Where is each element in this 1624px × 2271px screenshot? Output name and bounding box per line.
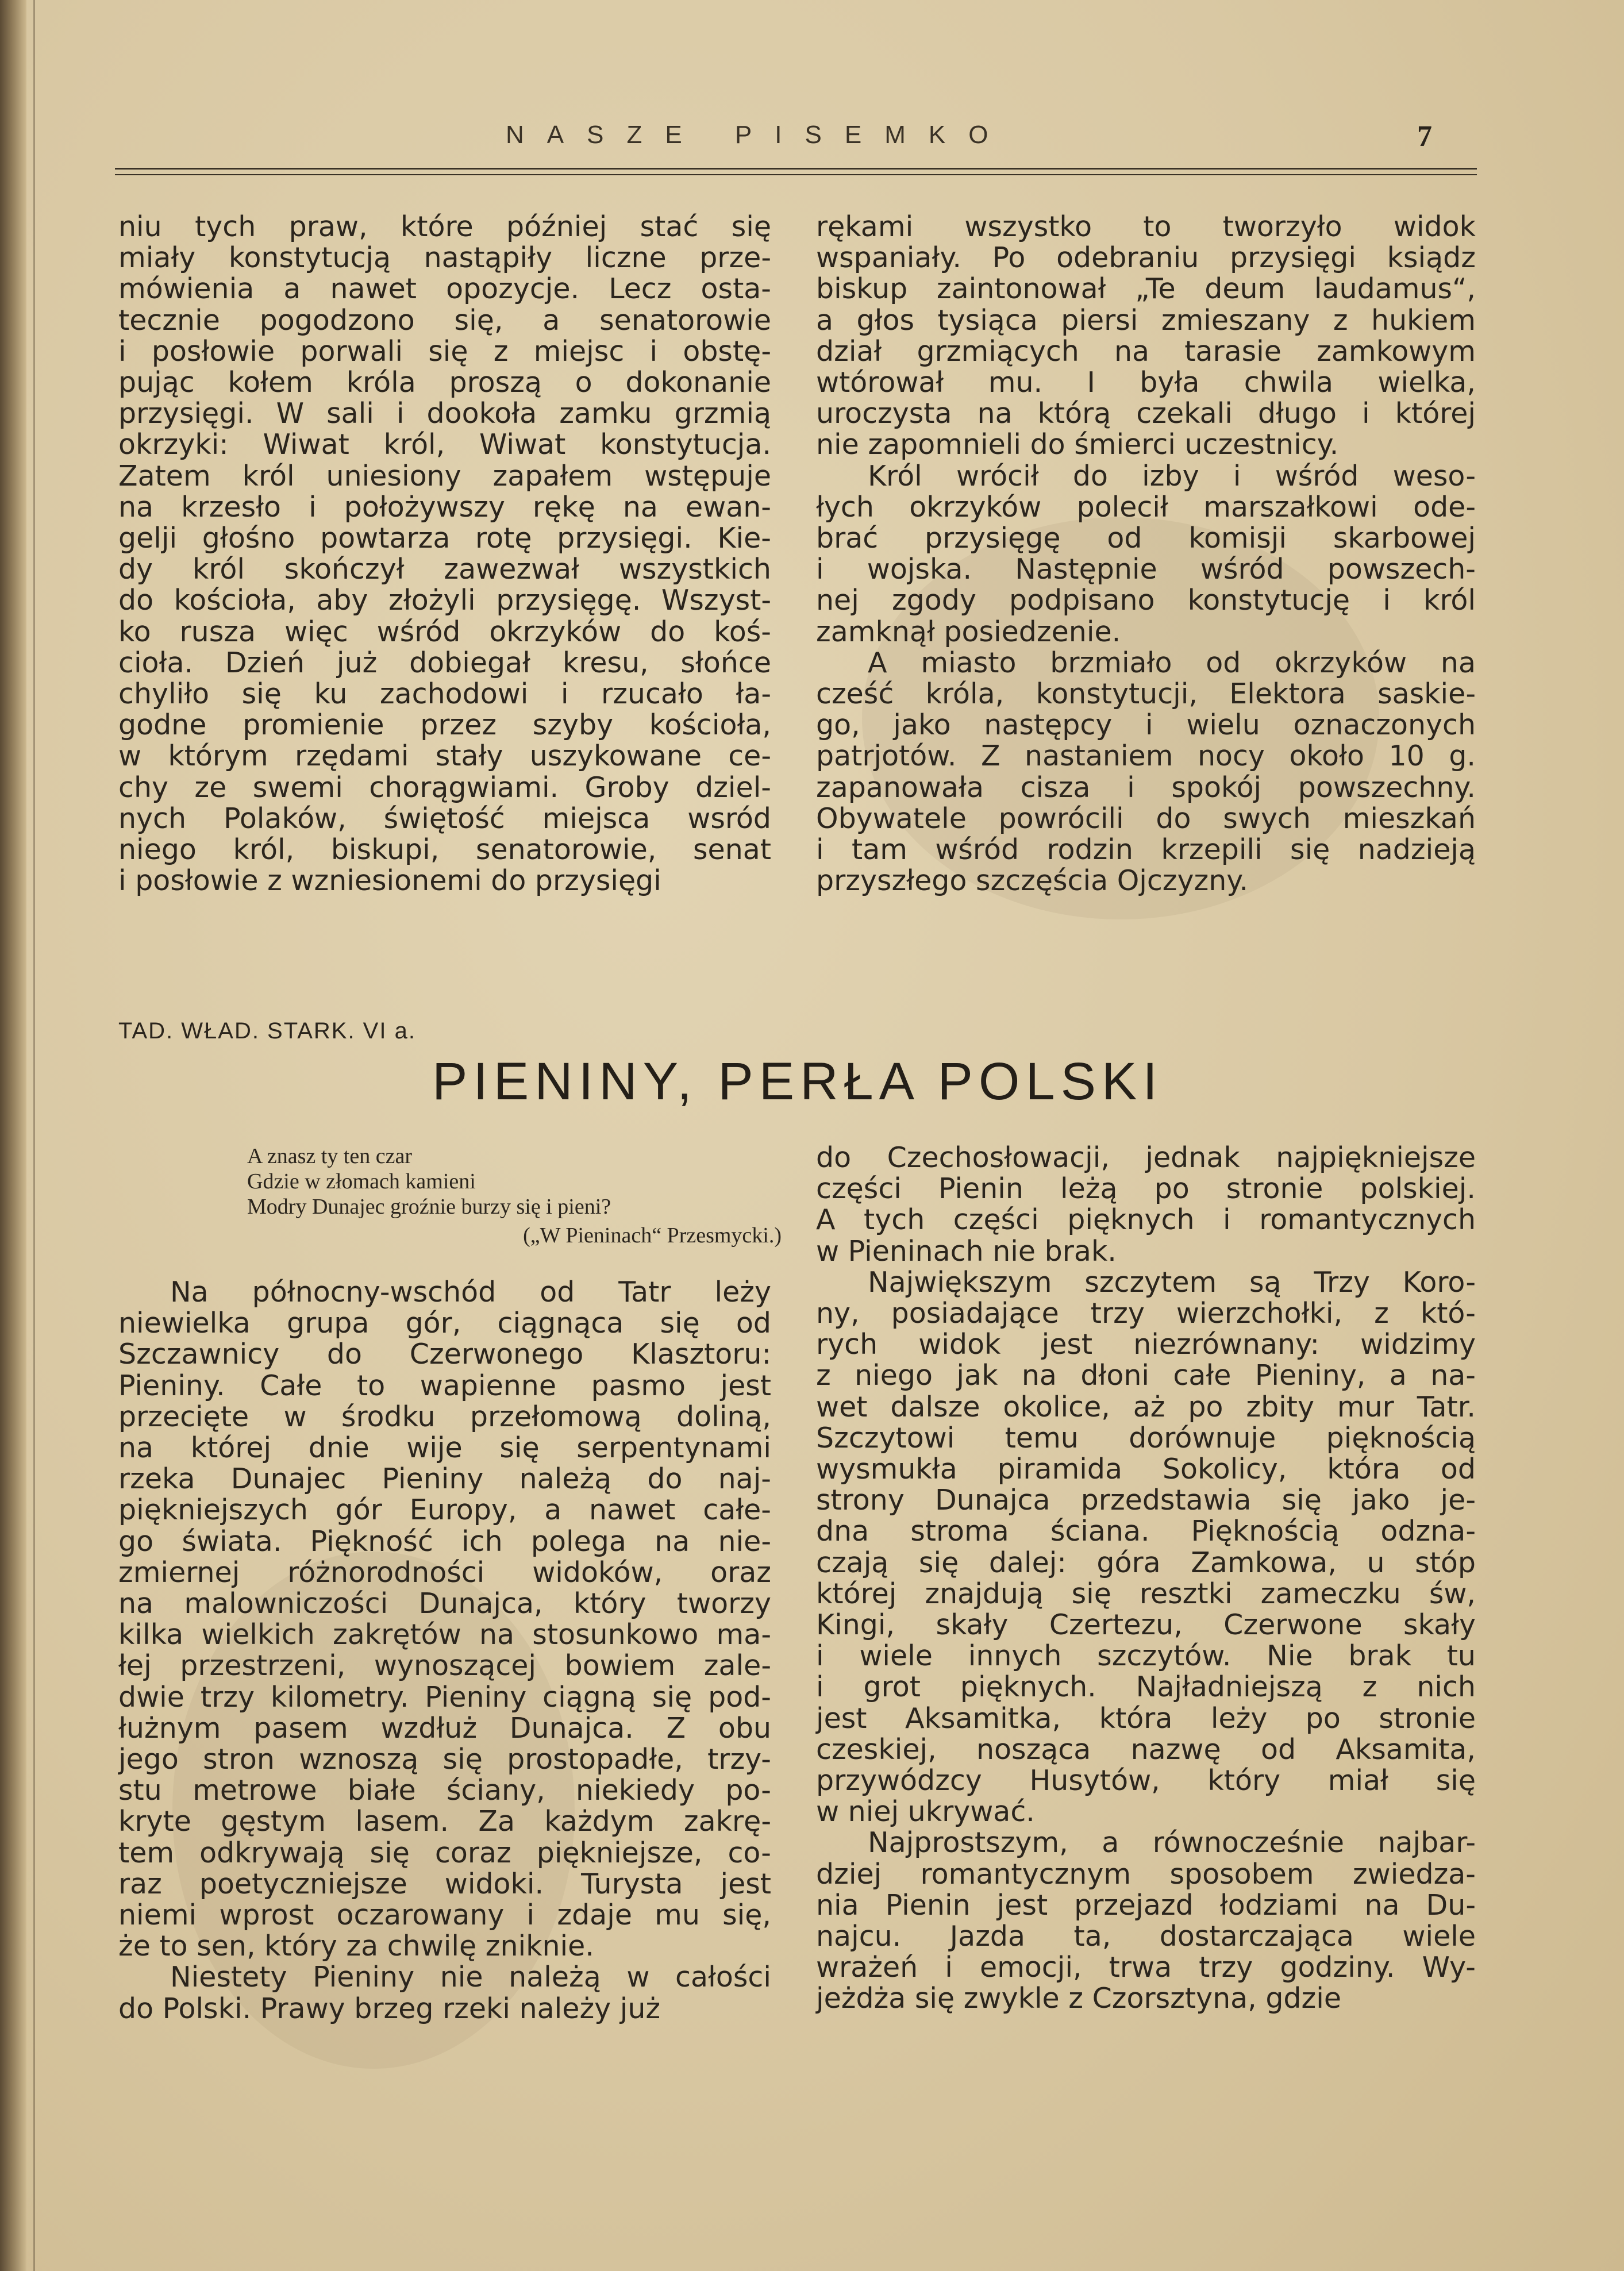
text-line: Na północny-wschód od Tatr leży xyxy=(170,1276,771,1308)
text-line: do Polski. Prawy brzeg rzeki należy już xyxy=(118,1992,661,2025)
text-line: okrzyki: Wiwat król, Wiwat konstytucja. xyxy=(118,428,771,461)
article2-col1-paragraph-2 xyxy=(118,1962,771,2024)
text-line: na malowniczości Dunajca, który tworzy xyxy=(118,1587,771,1621)
article2-title: PIENINY, PERŁA POLSKI xyxy=(432,1052,1163,1111)
text-line: łużnym pasem wzdłuż Dunajca. Z obu xyxy=(118,1711,771,1745)
text-line: wet dalsze okolice, aż po zbity mur Tatr. xyxy=(816,1390,1476,1423)
text-line: przywódzcy Husytów, który miał się xyxy=(816,1764,1476,1797)
text-line: przysięgi. W sali i dookoła zamku grzmią xyxy=(118,397,771,430)
article2-epigraph xyxy=(247,1144,782,1248)
text-line: A miasto brzmiało od okrzyków na xyxy=(868,646,1476,679)
text-line: nia Pienin jest przejazd łodziami na Du- xyxy=(816,1888,1476,1922)
text-line: Obywatele powrócili do swych mieszkań xyxy=(816,802,1476,835)
text-line: na której dnie wije się serpentynami xyxy=(118,1431,771,1465)
text-line: nej zgody podpisano konstytucję i król xyxy=(816,584,1476,617)
article1-column-2 xyxy=(816,211,1476,896)
text-line: w niej ukrywać. xyxy=(816,1795,1035,1829)
text-line: Najprostszym, a równocześnie najbar- xyxy=(868,1826,1476,1860)
text-line: dna stroma ściana. Pięknością odzna- xyxy=(816,1515,1476,1548)
header-rule-top xyxy=(115,168,1477,170)
text-line: jego stron wznoszą się prostopadłe, trzy- xyxy=(118,1743,771,1776)
text-line: zamknął posiedzenie. xyxy=(816,615,1121,648)
text-line: nych Polaków, świętość miejsca wsród xyxy=(118,802,771,835)
article2-col2-paragraph-1 xyxy=(816,1142,1476,1267)
text-line: uroczysta na którą czekali długo i której xyxy=(816,397,1476,430)
text-line: przyszłego szczęścia Ojczyzny. xyxy=(816,864,1248,898)
text-line: zapanowała cisza i spokój powszechny. xyxy=(816,771,1476,804)
text-line: rzeka Dunajec Pieniny należą do naj- xyxy=(118,1462,771,1496)
page-binding-edge xyxy=(0,0,26,2271)
text-line: Największym szczytem są Trzy Koro- xyxy=(868,1265,1476,1299)
text-line: go, jako następcy i wielu oznaczonych xyxy=(816,709,1476,742)
text-line: najcu. Jazda ta, dostarczająca wiele xyxy=(816,1920,1476,1953)
page-number: 7 xyxy=(1417,120,1432,153)
text-line: tecznie pogodzono się, a senatorowie xyxy=(118,303,771,337)
text-line: strony Dunajca przedstawia się jako je- xyxy=(816,1484,1476,1517)
text-line: godne promienie przez szyby kościoła, xyxy=(118,709,771,742)
text-line: czają się dalej: góra Zamkowa, u stóp xyxy=(816,1546,1476,1579)
text-line: i posłowie porwali się z miejsc i obstę- xyxy=(118,334,771,368)
text-line: i tam wśród rodzin krzepili się nadzieją xyxy=(816,833,1476,867)
text-line: patrjotów. Z nastaniem nocy około 10 g. xyxy=(816,740,1476,773)
text-line: w którym rzędami stały uszykowane ce- xyxy=(118,740,771,773)
text-line: jest Aksamitka, która leży po stronie xyxy=(816,1702,1476,1735)
text-line: raz poetyczniejsze widoki. Turysta jest xyxy=(118,1867,771,1900)
text-line: cioła. Dzień już dobiegał kresu, słońce xyxy=(118,646,771,679)
text-line: do kościoła, aby złożyli przysięgę. Wszyst- xyxy=(118,584,771,617)
text-line: brać przysięgę od komisji skarbowej xyxy=(816,522,1476,555)
text-line: mówienia a nawet opozycje. Lecz osta- xyxy=(118,272,771,306)
text-line: chyliło się ku zachodowi i rzucało ła- xyxy=(118,678,771,711)
article2-col1-paragraph-1 xyxy=(118,1277,771,1962)
text-line: piękniejszych gór Europy, a nawet całe- xyxy=(118,1494,771,1527)
epigraph-line: Modry Dunajec groźnie burzy się i pieni? xyxy=(247,1195,611,1219)
text-line: rękami wszystko to tworzyło widok xyxy=(816,210,1476,243)
header-rule-bottom xyxy=(115,174,1477,175)
text-line: biskup zaintonował „Te deum laudamus“, xyxy=(816,272,1476,306)
text-line: wtórował mu. I była chwila wielka, xyxy=(816,366,1476,399)
text-line: dy król skończył zawezwał wszystkich xyxy=(118,553,771,586)
text-line: stu metrowe białe ściany, niekiedy po- xyxy=(118,1774,771,1807)
text-line: kryte gęstym lasem. Za każdym zakrę- xyxy=(118,1805,771,1838)
epigraph-line: A znasz ty ten czar xyxy=(247,1144,412,1168)
text-line: kilka wielkich zakrętów na stosunkowo ma- xyxy=(118,1618,771,1652)
text-line: do Czechosłowacji, jednak najpiękniejsze xyxy=(816,1141,1476,1174)
text-line: wrażeń i emocji, trwa trzy godziny. Wy- xyxy=(816,1951,1476,1984)
article2-column-2 xyxy=(816,1142,1476,2015)
text-line: Król wrócił do izby i wśród weso- xyxy=(868,459,1476,492)
text-line: wysmukła piramida Sokolicy, która od xyxy=(816,1453,1476,1486)
article2-col2-paragraph-2 xyxy=(816,1267,1476,1828)
text-line: Szczytowi temu dorównuje pięknością xyxy=(816,1421,1476,1454)
text-line: łych okrzyków polecił marszałkowi ode- xyxy=(816,490,1476,524)
epigraph-line: Gdzie w złomach kamieni xyxy=(247,1169,476,1194)
text-line: Zatem król uniesiony zapałem wstępuje xyxy=(118,459,771,492)
text-line: cześć króla, konstytucji, Elektora saskie- xyxy=(816,678,1476,711)
text-line: przecięte w środku przełomową doliną, xyxy=(118,1400,771,1433)
article2-column-1 xyxy=(118,1277,771,2024)
text-line: chy ze swemi chorągwiami. Groby dziel- xyxy=(118,771,771,804)
text-line: że to sen, który za chwilę zniknie. xyxy=(118,1930,594,1963)
text-line: gelji głośno powtarza rotę przysięgi. Kie- xyxy=(118,522,771,555)
text-line: wspaniały. Po odebraniu przysięgi ksiądz xyxy=(816,241,1476,275)
text-line: niego król, biskupi, senatorowie, senat xyxy=(118,833,771,867)
running-title: NASZE PISEMKO xyxy=(506,121,1011,149)
text-line: dwie trzy kilometry. Pieniny ciągną się pod- xyxy=(118,1680,771,1714)
text-line: i posłowie z wzniesionemi do przysięgi xyxy=(118,864,661,898)
text-line: i grot pięknych. Najładniejszą z nich xyxy=(816,1670,1476,1704)
text-line: części Pienin leżą po stronie polskiej. xyxy=(816,1172,1476,1206)
text-line: pując kołem króla proszą o dokonanie xyxy=(118,366,771,399)
article2-col2-paragraph-3 xyxy=(816,1827,1476,2014)
text-line: i wojska. Następnie wśród powszech- xyxy=(816,553,1476,586)
text-line: a głos tysiąca piersi zmieszany z hukiem xyxy=(816,303,1476,337)
text-line: A tych części pięknych i romantycznych xyxy=(816,1203,1476,1237)
page-fold-line xyxy=(33,0,35,2271)
text-line: z niego jak na dłoni całe Pieniny, a na- xyxy=(816,1359,1476,1392)
text-line: dziej romantycznym sposobem zwiedza- xyxy=(816,1857,1476,1891)
text-line: go świata. Piękność ich polega na nie- xyxy=(118,1525,771,1558)
text-line: ko rusza więc wśród okrzyków do koś- xyxy=(118,615,771,648)
text-line: dział grzmiących na tarasie zamkowym xyxy=(816,334,1476,368)
text-line: w Pieninach nie brak. xyxy=(816,1234,1117,1268)
article1-col2-paragraph-3 xyxy=(816,648,1476,897)
text-line: której znajdują się resztki zameczku św, xyxy=(816,1577,1476,1610)
text-line: Niestety Pieniny nie należą w całości xyxy=(170,1961,771,1994)
text-line: niu tych praw, które później stać się xyxy=(118,210,771,243)
text-line: i wiele innych szczytów. Nie brak tu xyxy=(816,1639,1476,1673)
article1-column-1 xyxy=(118,211,771,896)
article1-author: TAD. WŁAD. STARK. VI a. xyxy=(118,1018,416,1044)
text-line: Kingi, skały Czertezu, Czerwone skały xyxy=(816,1608,1476,1642)
text-line: na krzesło i położywszy rękę na ewan- xyxy=(118,490,771,524)
article1-col1-paragraph xyxy=(118,211,771,896)
text-line: czeskiej, nosząca nazwę od Aksamita, xyxy=(816,1733,1476,1766)
article1-col2-paragraph-2 xyxy=(816,461,1476,648)
text-line: łej przestrzeni, wynoszącej bowiem zale- xyxy=(118,1649,771,1683)
text-line: jeżdża się zwykle z Czorsztyna, gdzie xyxy=(816,1982,1342,2015)
text-line: ny, posiadające trzy wierzchołki, z któ- xyxy=(816,1297,1476,1330)
text-line: niemi wprost oczarowany i zdaje mu się, xyxy=(118,1899,771,1932)
epigraph-source: („W Pieninach“ Przesmycki.) xyxy=(523,1223,782,1248)
text-line: miały konstytucją nastąpiły liczne prze- xyxy=(118,241,771,275)
text-line: niewielka grupa gór, ciągnąca się od xyxy=(118,1307,771,1340)
text-line: Pieniny. Całe to wapienne pasmo jest xyxy=(118,1369,771,1402)
text-line: tem odkrywają się coraz piękniejsze, co- xyxy=(118,1836,771,1869)
article1-col2-paragraph-1 xyxy=(816,211,1476,461)
text-line: rych widok jest niezrównany: widzimy xyxy=(816,1328,1476,1361)
text-line: Szczawnicy do Czerwonego Klasztoru: xyxy=(118,1338,771,1371)
text-line: zmiernej różnorodności widoków, oraz xyxy=(118,1556,771,1589)
text-line: nie zapomnieli do śmierci uczestnicy. xyxy=(816,428,1339,461)
